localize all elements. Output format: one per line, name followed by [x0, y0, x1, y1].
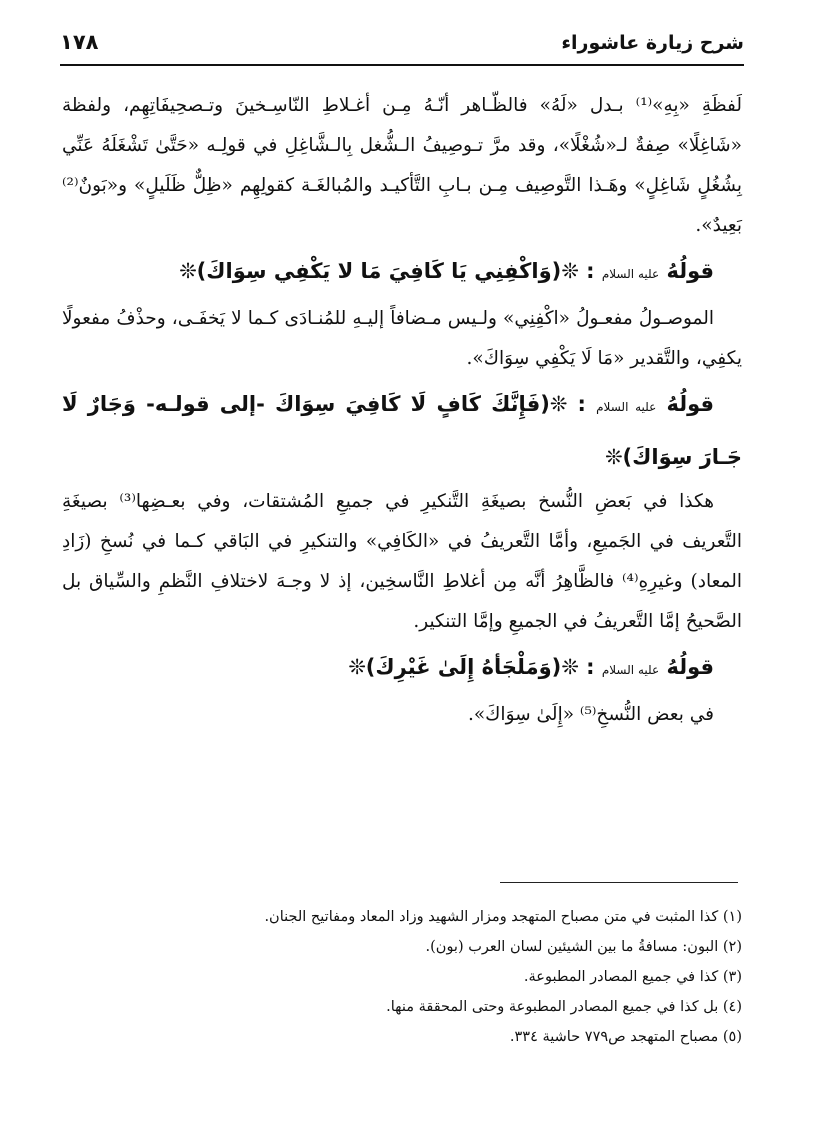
- footnote-1: (١) كذا المثبت في متن مصباح المتهجد ومزار الشهيد وزاد المعاد ومفاتيح الجنان.: [264, 909, 742, 925]
- main-text: [62, 86, 742, 735]
- footnote-2: (٢) البون: مسافةُ ما بين الشيئين لسان العرب (بون).: [425, 939, 742, 955]
- footnote-4: (٤) بل كذا في جميع المصادر المطبوعة وحتى المحققة منها.: [386, 999, 742, 1015]
- heading-1: [62, 246, 742, 299]
- paragraph-3: هكذا في بَعضِ النُّسخ بصيغَةِ التَّنكيرِ في جميعِ المُشتقات، وفي بعـضِها⁽³⁾ بصيغَةِ التَّعريف في الجَميعِ، وأمَّا التَّعريفُ في «الكَافِي» والتنكيرِ في البَاقي كـما في نُسخِ (زَادِ المعاد) وغيرِهِ⁽⁴⁾ فالظَّاهِرُ أنَّه مِن أغلاطِ النَّاسخِين، إذ لا وجـهَ لاختلافِ النَّظمِ والسِّياق بل الصَّحيحُ إمَّا التَّعريفُ في الجميعِ وإمَّا التنكير.: [62, 491, 742, 632]
- paragraph-1: لَفظَةِ «بِهِ»⁽¹⁾ بـدل «لَهُ» فالظّـاهر أنّـهُ مِـن أغـلاطِ النّاسِـخينَ وتـصحِيفَاتِهِم، ولفظة «شَاغِلًا» صِفةٌ لـ«شُغْلًا»، وقد مرَّ تـوصِيفُ الـشُّغل بِالـشَّاغِلِ في قولِـه «حَتَّىٰ تَشْغَلَهُ عَنِّي بِشُغُلٍ شَاغِلٍ» وهَـذا التَّوصِيف مِـن بـابِ التَّأكيـد والمُبالغَـة كقولِهِم «ظِلٌّ ظَلَيلٍ» و«بَونٌ⁽²⁾ بَعِيدٌ».: [62, 95, 742, 236]
- heading-label: قولُهُ: [666, 259, 714, 283]
- paragraph-2: الموصـولُ مفعـولُ «اكْفِنِي» ولـيس مـضافاً إليـهِ للمُنـادَى كـما لا يَخفَـى، وحذْفُ مفعولًا يكفِي، والتَّقدير «مَا لَا يَكْفِي سِوَاكَ».: [62, 308, 742, 369]
- heading-quote: : ❊(وَاكْفِنِي يَا كَافِيَ مَا لا يَكْفِي سِوَاكَ)❊: [179, 259, 595, 283]
- honorific-symbol: عليه السلام: [601, 267, 660, 281]
- footnote-5: (٥) مصباح المتهجد ص٧٧٩ حاشية ٣٣٤.: [509, 1029, 742, 1045]
- heading-quote: : ❊(وَمَلْجَأهُ إِلَىٰ غَيْرِكَ)❊: [348, 655, 595, 679]
- footnotes: [62, 902, 742, 1052]
- footnote-separator: [500, 882, 738, 883]
- heading-2: [62, 379, 742, 482]
- honorific-symbol: عليه السلام: [596, 400, 657, 414]
- honorific-symbol: عليه السلام: [601, 663, 660, 677]
- heading-label: قولُهُ: [666, 392, 714, 416]
- heading-quote: : ❊(فَإِنَّكَ كَافٍ لَا كَافِيَ سِوَاكَ -إلى قولـه- وَجَارٌ لَا جَـارَ سِوَاكَ)❊: [62, 392, 742, 469]
- header-rule: [60, 64, 744, 66]
- paragraph-4: في بعض النُّسخِ⁽⁵⁾ «إِلَىٰ سِوَاكَ».: [467, 704, 714, 725]
- heading-label: قولُهُ: [666, 655, 714, 679]
- running-title: شرح زيارة عاشوراء: [561, 32, 744, 54]
- page-number: ١٧٨: [60, 30, 99, 54]
- heading-3: [62, 642, 742, 695]
- footnote-3: (٣) كذا في جميع المصادر المطبوعة.: [523, 969, 742, 985]
- page-header: [60, 24, 744, 60]
